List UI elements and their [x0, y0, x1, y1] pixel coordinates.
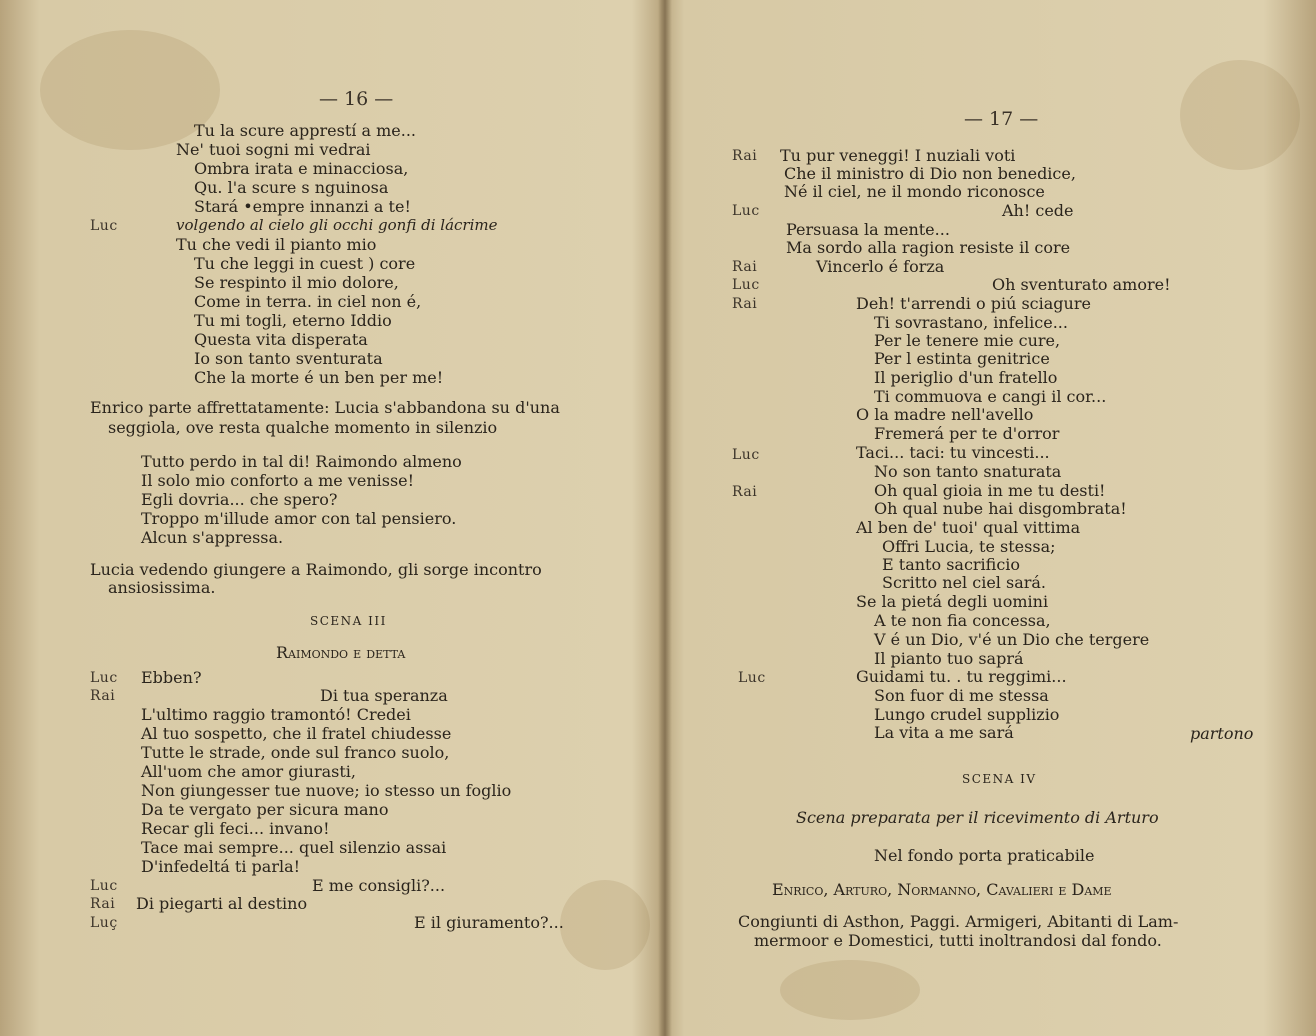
- page-number: — 16 —: [319, 88, 394, 110]
- verse-line: Ne' tuoi sogni mi vedrai: [176, 140, 371, 159]
- scene-setting: Nel fondo porta praticabile: [874, 846, 1095, 865]
- right-page: [668, 0, 1308, 1036]
- speaker-label: Luc: [732, 203, 760, 219]
- verse-line: Che la morte é un ben per me!: [194, 368, 444, 387]
- speaker-label: Rai: [90, 688, 116, 704]
- verse-line: Se respinto il mio dolore,: [194, 273, 399, 292]
- stage-direction: mermoor e Domestici, tutti inoltrandosi dal fondo.: [754, 931, 1162, 950]
- dialogue-line: Per le tenere mie cure,: [874, 331, 1061, 350]
- dialogue-line: All'uom che amor giurasti,: [141, 762, 356, 781]
- speaker-label: Luç: [90, 915, 118, 931]
- dialogue-line: Lungo crudel supplizio: [874, 705, 1060, 724]
- dialogue-line: Offri Lucia, te stessa;: [882, 537, 1056, 556]
- speaker-label: Luc: [90, 218, 118, 234]
- scene-title: SCENA IV: [962, 772, 1037, 786]
- verse-line: Il solo mio conforto a me venisse!: [141, 471, 415, 490]
- dialogue-line: E tanto sacrificio: [882, 555, 1021, 574]
- dialogue-line: E me consigli?...: [312, 876, 446, 895]
- verse-line: Qu. l'a scure s nguinosa: [194, 178, 389, 197]
- dialogue-line: Ti commuova e cangi il cor...: [874, 387, 1107, 406]
- verse-line: Tu che vedi il pianto mio: [176, 235, 377, 254]
- dialogue-line: L'ultimo raggio tramontó! Credei: [141, 705, 411, 724]
- speaker-label: Luc: [738, 670, 766, 686]
- dialogue-line: Al tuo sospetto, che il fratel chiudesse: [141, 724, 452, 743]
- dialogue-line: Tu pur veneggi! I nuziali voti: [780, 146, 1016, 165]
- speaker-label: Rai: [732, 296, 758, 312]
- verse-line: Questa vita disperata: [194, 330, 368, 349]
- dialogue-line: Oh sventurato amore!: [992, 275, 1171, 294]
- dialogue-line: Scritto nel ciel sará.: [882, 573, 1047, 592]
- dialogue-line: E il giuramento?...: [414, 913, 564, 932]
- stage-direction: seggiola, ove resta qualche momento in silenzio: [108, 418, 498, 437]
- stage-direction: partono: [1190, 724, 1254, 743]
- dialogue-line: Tutte le strade, onde sul franco suolo,: [141, 743, 450, 762]
- verse-line: Alcun s'appressa.: [141, 528, 284, 547]
- dialogue-line: V é un Dio, v'é un Dio che tergere: [874, 630, 1150, 649]
- dialogue-line: Oh qual gioia in me tu desti!: [874, 481, 1106, 500]
- speaker-label: Rai: [732, 259, 758, 275]
- dialogue-line: Recar gli feci... invano!: [141, 819, 330, 838]
- dialogue-line: Ma sordo alla ragion resiste il core: [786, 238, 1071, 257]
- verse-line: Come in terra. in ciel non é,: [194, 292, 422, 311]
- verse-line: Stará •empre innanzi a te!: [194, 197, 411, 216]
- dialogue-line: Né il ciel, ne il mondo riconosce: [784, 182, 1045, 201]
- dialogue-line: Ah! cede: [1002, 201, 1074, 220]
- dialogue-line: Se la pietá degli uomini: [856, 592, 1049, 611]
- dialogue-line: Guidami tu. . tu reggimi...: [856, 667, 1067, 686]
- dialogue-line: Di tua speranza: [320, 686, 448, 705]
- speaker-label: Rai: [732, 148, 758, 164]
- scene-subtitle: Scena preparata per il ricevimento di Arturo: [796, 808, 1159, 827]
- verse-line: Tu la scure apprestí a me...: [194, 121, 416, 140]
- verse-line: Tu che leggi in cuest ) core: [194, 254, 416, 273]
- stage-direction: ansiosissima.: [108, 578, 216, 597]
- dialogue-line: Vincerlo é forza: [816, 257, 945, 276]
- scene-cast: Raimondo e detta: [276, 643, 406, 662]
- dialogue-line: D'infedeltá ti parla!: [141, 857, 301, 876]
- dialogue-line: O la madre nell'avello: [856, 405, 1034, 424]
- left-page: [14, 0, 662, 1036]
- speaker-label: Rai: [732, 484, 758, 500]
- dialogue-line: Tace mai sempre... quel silenzio assai: [141, 838, 447, 857]
- dialogue-line: Al ben de' tuoi' qual vittima: [856, 518, 1081, 537]
- dialogue-line: Oh qual nube hai disgombrata!: [874, 499, 1127, 518]
- dialogue-line: Son fuor di me stessa: [874, 686, 1049, 705]
- dialogue-line: Persuasa la mente...: [786, 220, 950, 239]
- stage-direction: Enrico parte affrettatamente: Lucia s'abbandona su d'una: [90, 398, 560, 417]
- speaker-label: Luc: [90, 878, 118, 894]
- stage-direction: volgendo al cielo gli occhi gonfi di lácrime: [176, 216, 498, 234]
- verse-line: Io son tanto sventurata: [194, 349, 383, 368]
- dialogue-line: Ebben?: [141, 668, 202, 687]
- verse-line: Ombra irata e minacciosa,: [194, 159, 409, 178]
- dialogue-line: Per l estinta genitrice: [874, 349, 1050, 368]
- dialogue-line: Taci... taci: tu vincesti...: [856, 443, 1050, 462]
- page-number: — 17 —: [964, 108, 1039, 130]
- speaker-label: Luc: [732, 447, 760, 463]
- dialogue-line: Ti sovrastano, infelice...: [874, 313, 1068, 332]
- dialogue-line: Fremerá per te d'orror: [874, 424, 1060, 443]
- speaker-label: Luc: [90, 670, 118, 686]
- verse-line: Troppo m'illude amor con tal pensiero.: [141, 509, 457, 528]
- scene-cast: Enrico, Arturo, Normanno, Cavalieri e Dame: [772, 880, 1112, 899]
- dialogue-line: Il pianto tuo saprá: [874, 649, 1024, 668]
- dialogue-line: Il periglio d'un fratello: [874, 368, 1058, 387]
- dialogue-line: A te non fia concessa,: [874, 611, 1051, 630]
- verse-line: Egli dovria... che spero?: [141, 490, 338, 509]
- dialogue-line: Deh! t'arrendi o piú sciagure: [856, 294, 1091, 313]
- dialogue-line: Da te vergato per sicura mano: [141, 800, 389, 819]
- dialogue-line: Non giungesser tue nuove; io stesso un foglio: [141, 781, 512, 800]
- dialogue-line: Di piegarti al destino: [136, 894, 308, 913]
- stage-direction: Congiunti di Asthon, Paggi. Armigeri, Abitanti di Lam-: [738, 912, 1179, 931]
- dialogue-line: Che il ministro di Dio non benedice,: [784, 164, 1076, 183]
- dialogue-line: No son tanto snaturata: [874, 462, 1062, 481]
- verse-line: Tu mi togli, eterno Iddio: [194, 311, 392, 330]
- scene-title: SCENA III: [310, 614, 387, 628]
- speaker-label: Luc: [732, 277, 760, 293]
- stage-direction: Lucia vedendo giungere a Raimondo, gli sorge incontro: [90, 560, 542, 579]
- speaker-label: Rai: [90, 896, 116, 912]
- verse-line: Tutto perdo in tal di! Raimondo almeno: [141, 452, 462, 471]
- dialogue-line: La vita a me sará: [874, 723, 1014, 742]
